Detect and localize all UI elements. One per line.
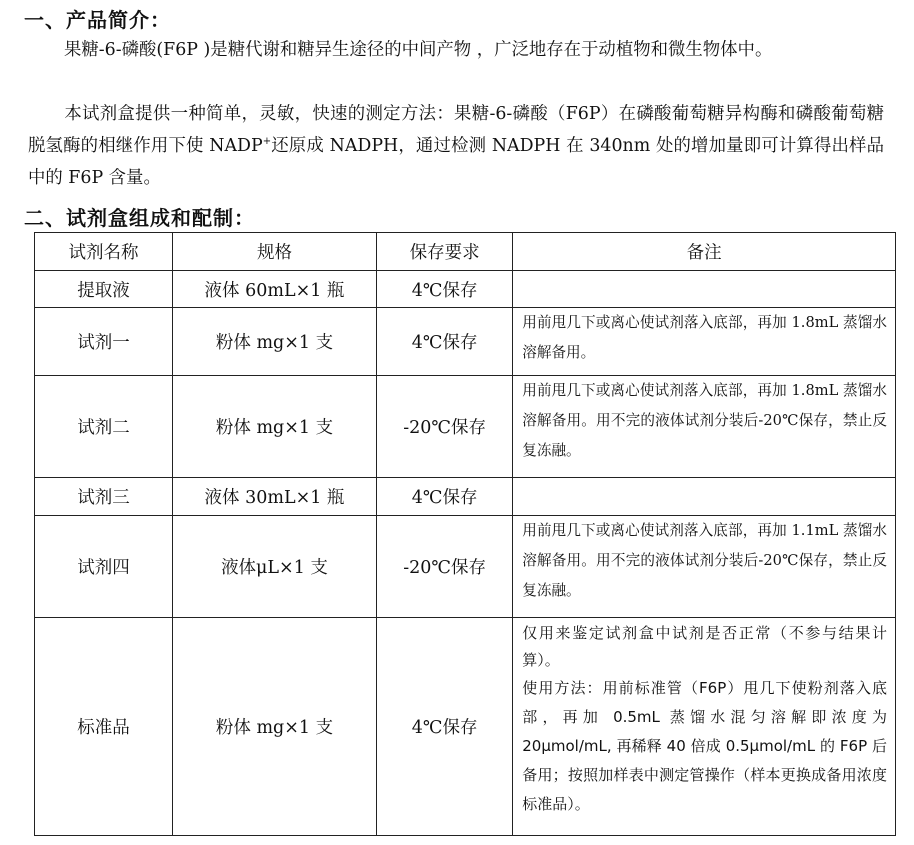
kit-composition-table — [34, 232, 896, 836]
cell-note-standard — [513, 618, 896, 836]
cell-spec: 粉体 mg×1 支 — [173, 376, 377, 478]
intro-paragraph-2 — [28, 98, 884, 194]
intro-paragraph-2-text-b: 还原成 NADPH，通过检测 NADPH 在 340nm 处的增加量即可计算得出样品中的 F6P 含量。 — [28, 136, 885, 188]
cell-name: 标准品 — [35, 618, 173, 836]
header-storage: 保存要求 — [376, 233, 512, 271]
cell-note: 用前甩几下或离心使试剂落入底部，再加 1.8mL 蒸馏水溶解备用。 — [513, 308, 896, 376]
cell-storage: -20℃保存 — [376, 516, 512, 618]
cell-spec: 粉体 mg×1 支 — [173, 618, 377, 836]
cell-note: 用前甩几下或离心使试剂落入底部，再加 1.8mL 蒸馏水溶解备用。用不完的液体试剂分装后-20℃保存，禁止反复冻融。 — [513, 376, 896, 478]
cell-note — [513, 271, 896, 308]
header-name: 试剂名称 — [35, 233, 173, 271]
standard-note-purpose: 仅用来鉴定试剂盒中试剂是否正常（不参与结果计算）。 — [522, 624, 887, 669]
cell-storage: -20℃保存 — [376, 376, 512, 478]
cell-name: 提取液 — [35, 271, 173, 308]
cell-note: 用前甩几下或离心使试剂落入底部，再加 1.1mL 蒸馏水溶解备用。用不完的液体试剂分装后-20℃保存，禁止反复冻融。 — [513, 516, 896, 618]
cell-spec: 液体μL×1 支 — [173, 516, 377, 618]
table-row — [35, 308, 896, 376]
section2-heading: 二、试剂盒组成和配制： — [24, 206, 255, 230]
table-header-row — [35, 233, 896, 271]
standard-note-usage: 使用方法：用前标准管（F6P）甩几下使粉剂落入底部，再加 0.5mL 蒸馏水混匀溶解即浓度为 20μmol/mL, 再稀释 40 倍成 0.5μmol/mL 的 F6P 后备用；按照加样表中测定管操作（样本更换成备用浓度标准品）。 — [522, 679, 887, 813]
section1-heading: 一、产品简介： — [24, 8, 171, 32]
intro-paragraph-2-text-a: 本试剂盒提供一种简单，灵敏，快速的测定方法：果糖-6-磷酸（F6P）在磷酸葡萄糖异构酶和磷酸葡萄糖脱氢酶的相继作用下使 NADP — [28, 104, 884, 156]
cell-storage: 4℃保存 — [376, 308, 512, 376]
cell-name: 试剂三 — [35, 478, 173, 516]
table-row — [35, 478, 896, 516]
table-row — [35, 618, 896, 836]
cell-name: 试剂一 — [35, 308, 173, 376]
cell-name: 试剂四 — [35, 516, 173, 618]
table-row — [35, 271, 896, 308]
header-note: 备注 — [513, 233, 896, 271]
header-spec: 规格 — [173, 233, 377, 271]
cell-storage: 4℃保存 — [376, 271, 512, 308]
cell-storage: 4℃保存 — [376, 618, 512, 836]
table-row — [35, 376, 896, 478]
cell-storage: 4℃保存 — [376, 478, 512, 516]
cell-spec: 液体 30mL×1 瓶 — [173, 478, 377, 516]
cell-name: 试剂二 — [35, 376, 173, 478]
cell-spec: 粉体 mg×1 支 — [173, 308, 377, 376]
nadp-superscript: + — [262, 136, 272, 148]
table-row — [35, 516, 896, 618]
cell-spec: 液体 60mL×1 瓶 — [173, 271, 377, 308]
cell-note — [513, 478, 896, 516]
intro-paragraph-1 — [28, 34, 884, 66]
intro-paragraph-1-text: 果糖-6-磷酸(F6P )是糖代谢和糖异生途径的中间产物 ，广泛地存在于动植物和微生物体中。 — [64, 40, 773, 60]
